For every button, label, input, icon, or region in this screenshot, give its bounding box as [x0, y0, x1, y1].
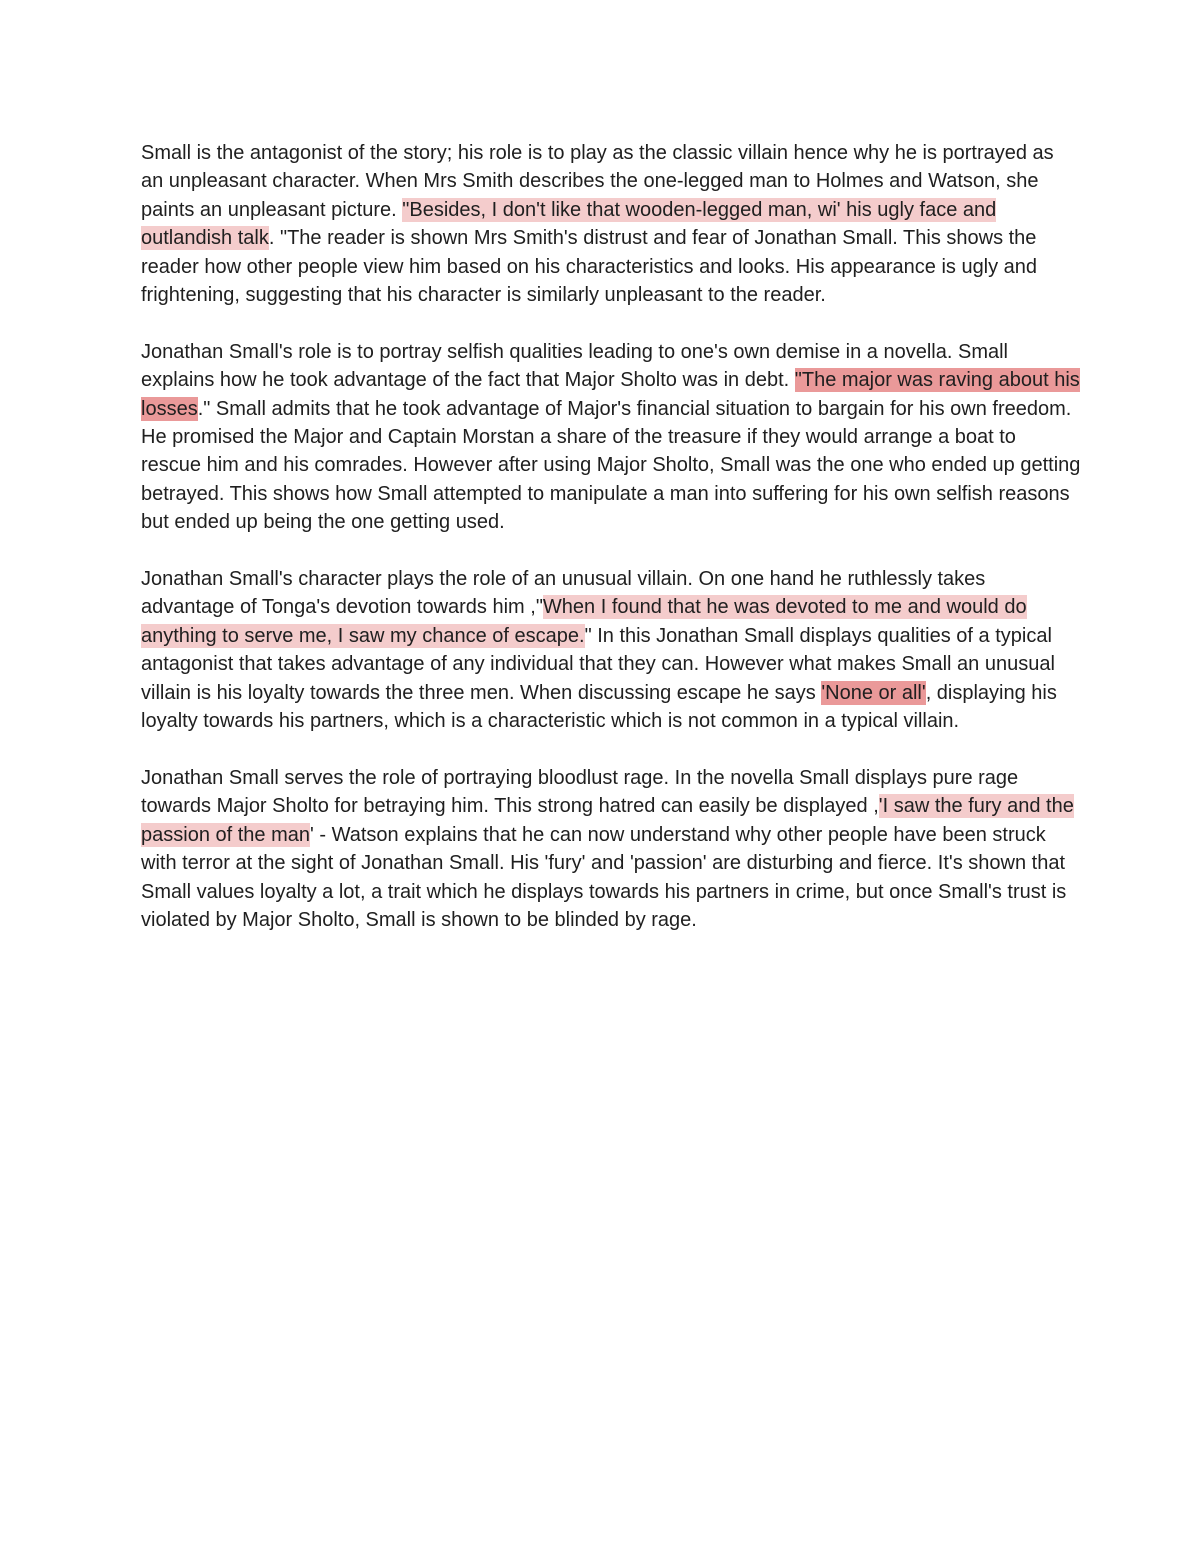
highlighted-quote: "Besides, I don't like that wooden-legged man, wi' his ugly face and outlandish talk [141, 198, 997, 250]
highlighted-quote: 'None or all' [821, 681, 926, 704]
paragraph-3-text: , displaying his loyalty towards his partners, which is a characteristic which is not common in a typical villain. [141, 681, 1057, 733]
paragraph-2-text: ." Small admits that he took advantage of Major's financial situation to bargain for his own freedom. He promised the Major and Captain Morstan a share of the treasure if they would arrange a boat to rescue him and his comrades. However after using Major Sholto, Small was the one who ended up getting betrayed. This shows how Small attempted to manipulate a man into suffering for his own selfish reasons but ended up being the one getting used. [141, 397, 1081, 534]
paragraph-4 [141, 764, 1081, 934]
paragraph-3-text: Jonathan Small's character plays the role of an unusual villain. On one hand he ruthlessly takes advantage of Tonga's devotion towards him ," [141, 568, 986, 619]
paragraph-3 [141, 565, 1081, 735]
paragraph-2 [141, 338, 1081, 537]
paragraph-1 [141, 139, 1081, 309]
paragraph-4-text: ' - Watson explains that he can now understand why other people have been struck with terror at the sight of Jonathan Small. His 'fury' and 'passion' are disturbing and fierce. It's shown that Small values loyalty a lot, a trait which he displays towards his partners in crime, but once Small's trust is violated by Major Sholto, Small is shown to be blinded by rage. [141, 823, 1067, 931]
highlighted-quote: "The major was raving about his losses [141, 369, 1080, 420]
paragraph-3-text: " In this Jonathan Small displays qualities of a typical antagonist that takes advantage of any individual that they can. However what makes Small an unusual villain is his loyalty towards the three men. When discussing escape he says [141, 624, 1055, 704]
highlighted-quote: 'I saw the fury and the passion of the man [141, 795, 1074, 846]
paragraph-4-text: Jonathan Small serves the role of portraying bloodlust rage. In the novella Small displays pure rage towards Major Sholto for betraying him. This strong hatred can easily be displayed , [141, 766, 1019, 818]
paragraph-1-text: . "The reader is shown Mrs Smith's distrust and fear of Jonathan Small. This shows the reader how other people view him based on his characteristics and looks. His appearance is ugly and frightening, suggesting that his character is similarly unpleasant to the reader. [141, 227, 1038, 307]
paragraph-1-text: Small is the antagonist of the story; his role is to play as the classic villain hence why he is portrayed as an unpleasant character. When Mrs Smith describes the one-legged man to Holmes and Watson, she paints an unpleasant picture. [141, 142, 1054, 221]
paragraph-2-text: Jonathan Small's role is to portray selfish qualities leading to one's own demise in a novella. Small explains how he took advantage of the fact that Major Sholto was in debt. [141, 340, 1008, 392]
document-body [141, 139, 1081, 963]
highlighted-quote: When I found that he was devoted to me and would do anything to serve me, I saw my chance of escape. [141, 596, 1027, 647]
